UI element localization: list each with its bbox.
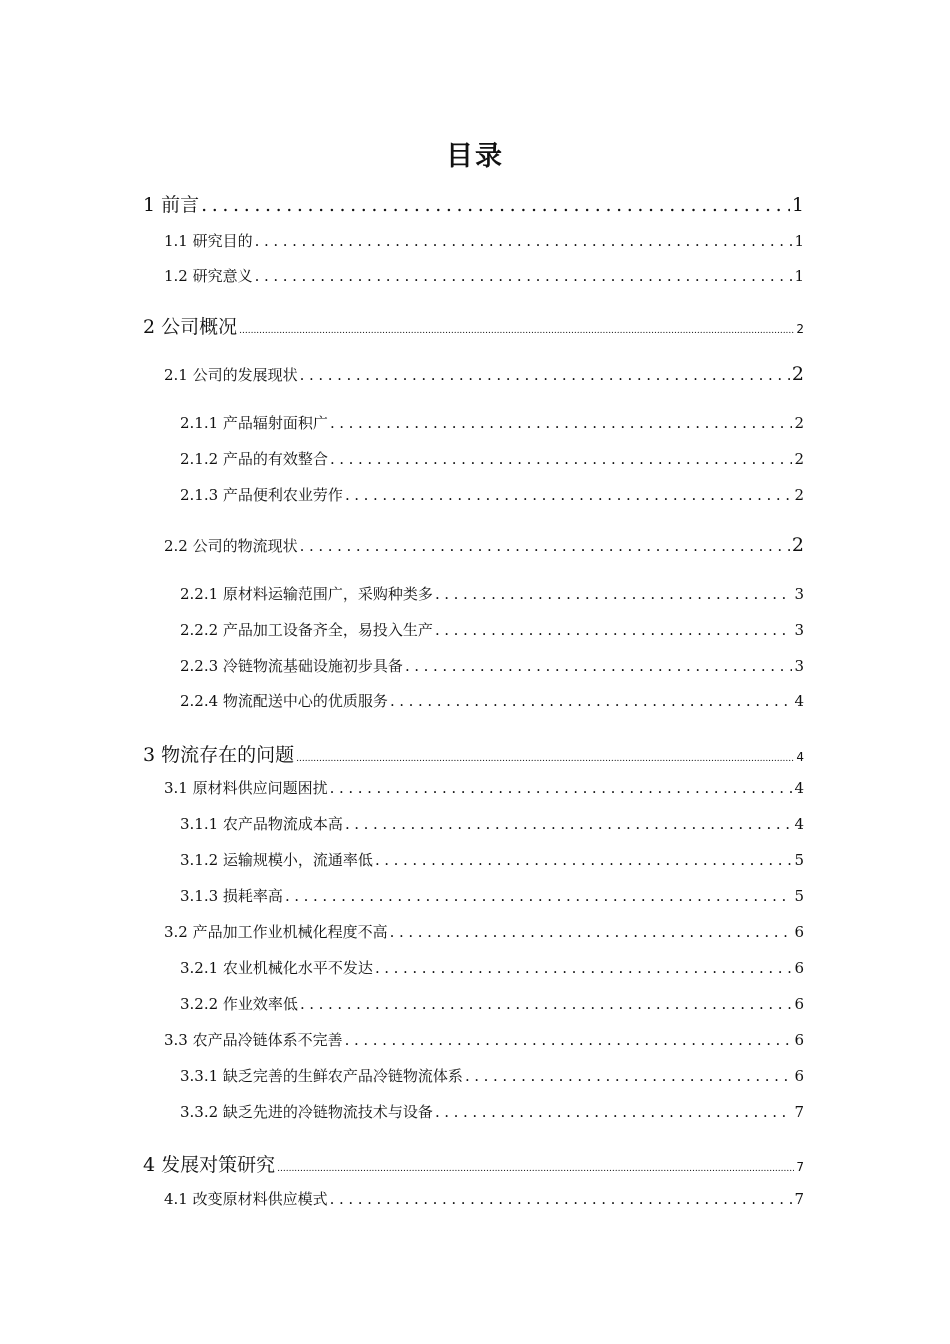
toc-entry-label: 2.2.3 冷链物流基础设施初步具备	[180, 657, 403, 675]
dot-leader	[330, 1190, 793, 1208]
toc-entry[interactable]	[180, 655, 804, 676]
toc-entry-page: 6	[794, 959, 804, 977]
dot-leader	[390, 692, 793, 710]
dot-leader	[330, 779, 793, 797]
toc-entry-page: 5	[794, 887, 804, 905]
toc-entry-page: 6	[794, 923, 804, 941]
toc-entry[interactable]	[164, 777, 804, 798]
toc-entry-label: 3.2 产品加工作业机械化程度不高	[164, 923, 388, 941]
toc-entry[interactable]	[180, 690, 804, 711]
toc-entry-label: 2.2.2 产品加工设备齐全，易投入生产	[180, 621, 433, 639]
toc-entry-page: 1	[794, 232, 804, 250]
dot-leader	[435, 621, 793, 639]
toc-entry[interactable]	[180, 484, 804, 505]
toc-entry[interactable]	[180, 1065, 804, 1086]
toc-entry-page: 6	[794, 995, 804, 1013]
toc-entry-page: 3	[794, 657, 804, 675]
toc-entry-page: 2	[791, 363, 804, 385]
dot-leader	[296, 754, 794, 764]
toc-entry-page: 2	[794, 486, 804, 504]
toc-entry-page: 1	[791, 194, 804, 216]
dot-leader	[300, 537, 790, 555]
toc-entry-label: 1 前言	[143, 194, 200, 216]
dot-leader	[375, 851, 793, 869]
toc-entry-label: 3 物流存在的问题	[143, 744, 295, 766]
toc-entry-page: 1	[794, 267, 804, 285]
dot-leader	[435, 585, 793, 603]
dot-leader	[330, 450, 793, 468]
toc-entry[interactable]	[180, 1101, 804, 1122]
toc-entry-label: 2.1.1 产品辐射面积广	[180, 414, 328, 432]
toc-entry-page: 2	[794, 414, 804, 432]
toc-entry-page: 6	[794, 1031, 804, 1049]
dot-leader	[435, 1103, 793, 1121]
toc-entry[interactable]	[164, 534, 804, 556]
dot-leader	[330, 414, 793, 432]
toc-entry-label: 3.1.3 损耗率高	[180, 887, 283, 905]
toc-entry[interactable]	[180, 412, 804, 433]
toc-entry-page: 7	[794, 1190, 804, 1208]
toc-entry[interactable]	[180, 583, 804, 604]
toc-title: 目录	[446, 141, 504, 172]
toc-entry[interactable]	[164, 1029, 804, 1050]
toc-entry[interactable]	[180, 993, 804, 1014]
toc-entry-label: 4.1 改变原材料供应模式	[164, 1190, 328, 1208]
toc-entry[interactable]	[164, 265, 804, 286]
toc-entry[interactable]	[164, 1188, 804, 1209]
toc-entry[interactable]	[180, 885, 804, 906]
toc-entry-page: 5	[794, 851, 804, 869]
toc-entry[interactable]	[180, 448, 804, 469]
toc-entry-page: 4	[796, 750, 804, 764]
toc-entry-label: 2 公司概况	[143, 316, 238, 338]
dot-leader	[300, 995, 793, 1013]
toc-entry-page: 7	[796, 1160, 804, 1174]
dot-leader	[405, 657, 793, 675]
toc-entry[interactable]	[164, 230, 804, 251]
toc-entry-page: 2	[796, 322, 804, 336]
dot-leader	[465, 1067, 793, 1085]
toc-entry-page: 7	[794, 1103, 804, 1121]
toc-entry-page: 3	[794, 621, 804, 639]
dot-leader	[345, 486, 793, 504]
toc-entry-label: 3.3.2 缺乏先进的冷链物流技术与设备	[180, 1103, 433, 1121]
toc-entry-label: 3.2.1 农业机械化水平不发达	[180, 959, 373, 977]
dot-leader	[345, 1031, 793, 1049]
dot-leader	[255, 267, 793, 285]
toc-entry-page: 6	[794, 1067, 804, 1085]
toc-entry-label: 2.1.2 产品的有效整合	[180, 450, 328, 468]
toc-entry-label: 2.1 公司的发展现状	[164, 366, 298, 384]
toc-entry-label: 3.3 农产品冷链体系不完善	[164, 1031, 343, 1049]
toc-entry-page: 3	[794, 585, 804, 603]
dot-leader	[345, 815, 793, 833]
toc-entry[interactable]	[180, 957, 804, 978]
toc-entry-label: 3.1.2 运输规模小，流通率低	[180, 851, 373, 869]
toc-entry-label: 3.3.1 缺乏完善的生鲜农产品冷链物流体系	[180, 1067, 463, 1085]
toc-entry[interactable]	[164, 363, 804, 385]
toc-entry[interactable]	[180, 813, 804, 834]
toc-entry-label: 2.1.3 产品便利农业劳作	[180, 486, 343, 504]
toc-entry[interactable]	[143, 1150, 804, 1177]
toc-entry-page: 2	[791, 534, 804, 556]
dot-leader	[201, 194, 790, 216]
toc-entry-label: 3.1.1 农产品物流成本高	[180, 815, 343, 833]
toc-entry[interactable]	[180, 849, 804, 870]
toc-entry-label: 3.2.2 作业效率低	[180, 995, 298, 1013]
toc-entry-label: 2.2.4 物流配送中心的优质服务	[180, 692, 388, 710]
toc-entry-label: 2.2 公司的物流现状	[164, 537, 298, 555]
dot-leader	[285, 887, 793, 905]
dot-leader	[300, 366, 790, 384]
toc-entry-label: 3.1 原材料供应问题困扰	[164, 779, 328, 797]
toc-entry-label: 1.1 研究目的	[164, 232, 253, 250]
toc-entry-label: 2.2.1 原材料运输范围广，采购种类多	[180, 585, 433, 603]
dot-leader	[390, 923, 793, 941]
toc-entry-label: 4 发展对策研究	[143, 1154, 276, 1176]
dot-leader	[239, 326, 794, 336]
toc-entry[interactable]	[180, 619, 804, 640]
toc-entry[interactable]	[143, 740, 804, 767]
toc-entry[interactable]	[164, 921, 804, 942]
toc-entry-label: 1.2 研究意义	[164, 267, 253, 285]
toc-entry-page: 4	[794, 815, 804, 833]
dot-leader	[375, 959, 793, 977]
toc-entry[interactable]	[143, 190, 804, 217]
dot-leader	[255, 232, 793, 250]
toc-entry-page: 2	[794, 450, 804, 468]
toc-entry-page: 4	[794, 692, 804, 710]
toc-entry-page: 4	[794, 779, 804, 797]
toc-entry[interactable]	[143, 312, 804, 339]
dot-leader	[277, 1164, 794, 1174]
